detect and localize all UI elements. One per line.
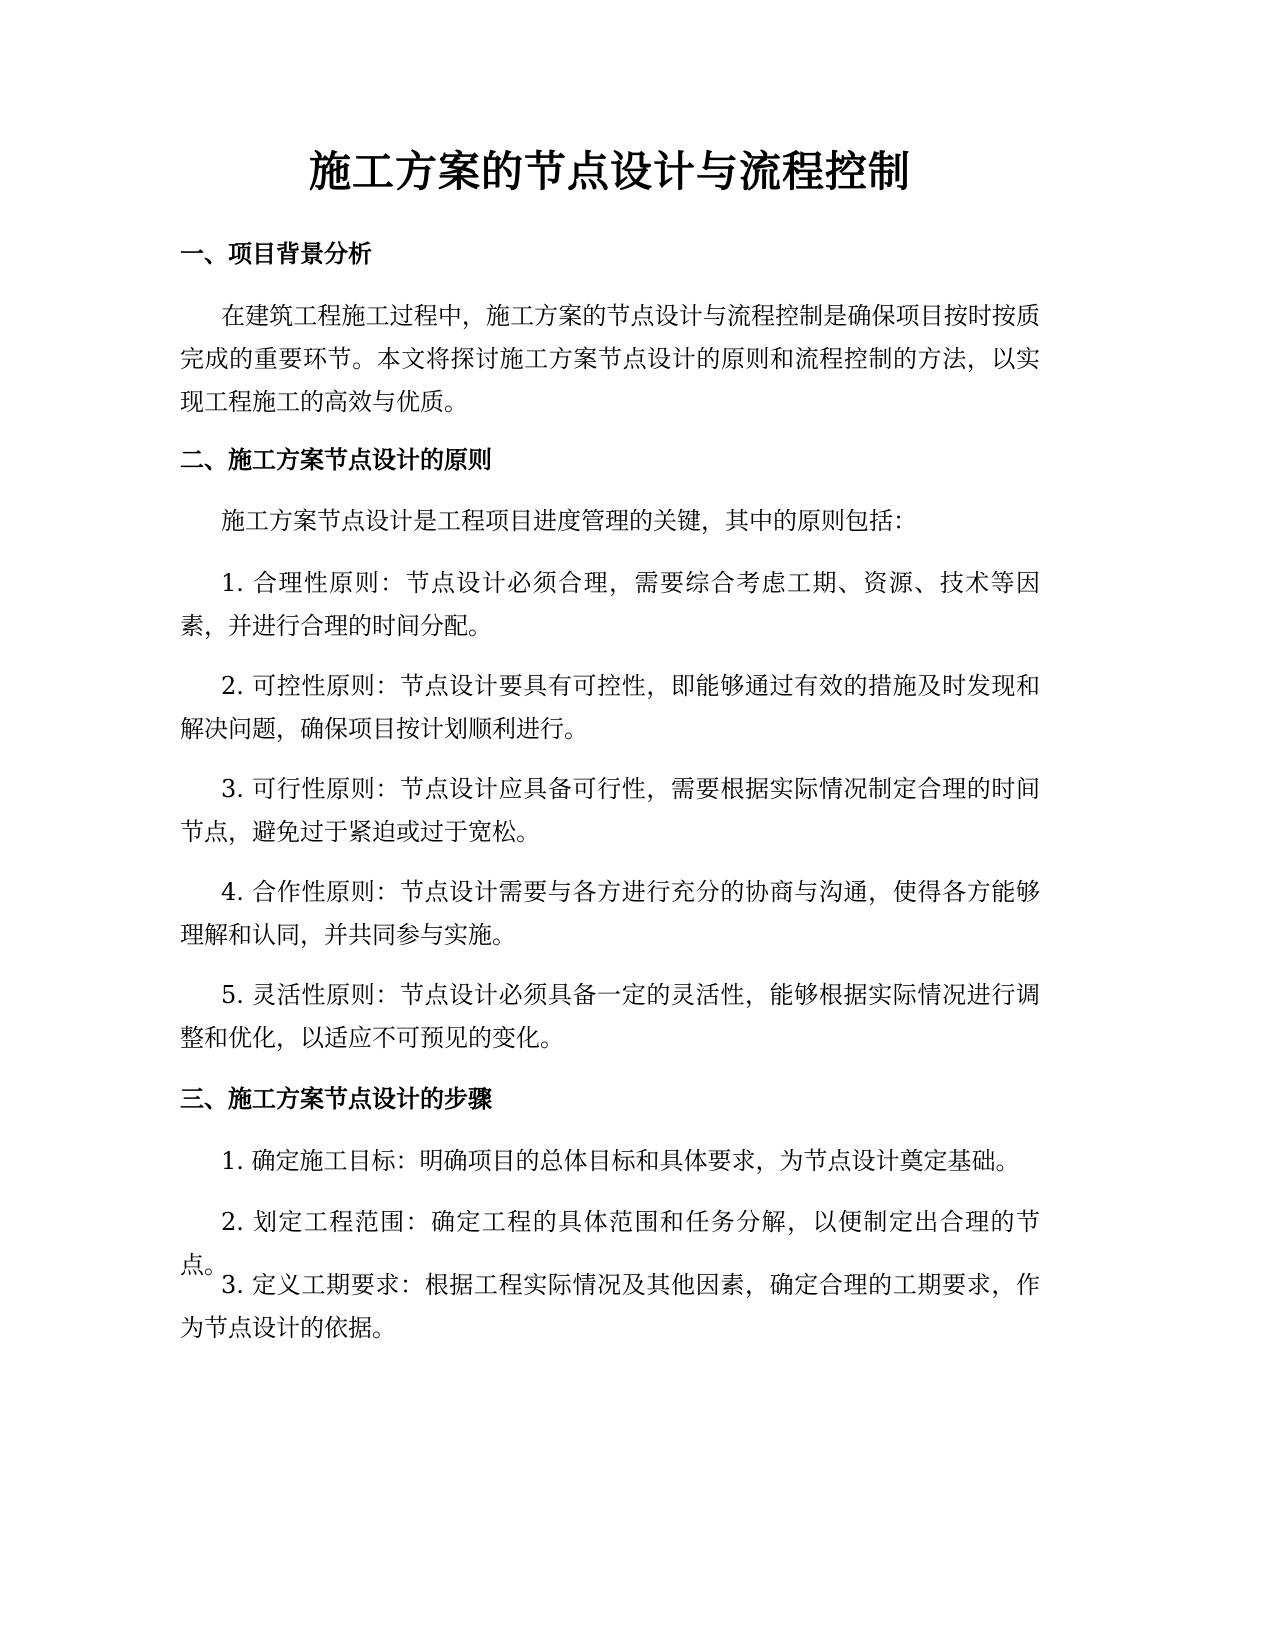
paragraph-background-intro: 在建筑工程施工过程中，施工方案的节点设计与流程控制是确保项目按时按质完成的重要环节。本文将探讨施工方案节点设计的原则和流程控制的方法，以实现工程施工的高效与优质。 — [180, 302, 1040, 416]
list-item-principle-5: 5. 灵活性原则：节点设计必须具备一定的灵活性，能够根据实际情况进行调整和优化，以适应不可预见的变化。 — [180, 981, 1040, 1052]
list-item-principle-3: 3. 可行性原则：节点设计应具备可行性，需要根据实际情况制定合理的时间节点，避免过于紧迫或过于宽松。 — [180, 775, 1040, 846]
section-heading-background: 一、项目背景分析 — [180, 240, 372, 268]
paragraph-principles-intro: 施工方案节点设计是工程项目进度管理的关键，其中的原则包括： — [221, 507, 917, 535]
section-heading-steps: 三、施工方案节点设计的步骤 — [180, 1085, 492, 1113]
list-item-principle-2: 2. 可控性原则：节点设计要具有可控性，即能够通过有效的措施及时发现和解决问题，确保项目按计划顺利进行。 — [180, 672, 1040, 743]
document-title: 施工方案的节点设计与流程控制 — [308, 147, 911, 196]
list-item-principle-4: 4. 合作性原则：节点设计需要与各方进行充分的协商与沟通，使得各方能够理解和认同，并共同参与实施。 — [180, 878, 1040, 949]
document-page — [180, 0, 1040, 1650]
list-item-step-3: 3. 定义工期要求：根据工程实际情况及其他因素，确定合理的工期要求，作为节点设计的依据。 — [180, 1271, 1040, 1342]
list-item-step-1: 1. 确定施工目标：明确项目的总体目标和具体要求，为节点设计奠定基础。 — [221, 1147, 1020, 1175]
list-item-step-2: 2. 划定工程范围：确定工程的具体范围和任务分解，以便制定出合理的节点。 — [180, 1208, 1040, 1279]
section-heading-principles: 二、施工方案节点设计的原则 — [180, 446, 492, 474]
list-item-principle-1: 1. 合理性原则：节点设计必须合理，需要综合考虑工期、资源、技术等因素，并进行合理的时间分配。 — [180, 569, 1040, 640]
